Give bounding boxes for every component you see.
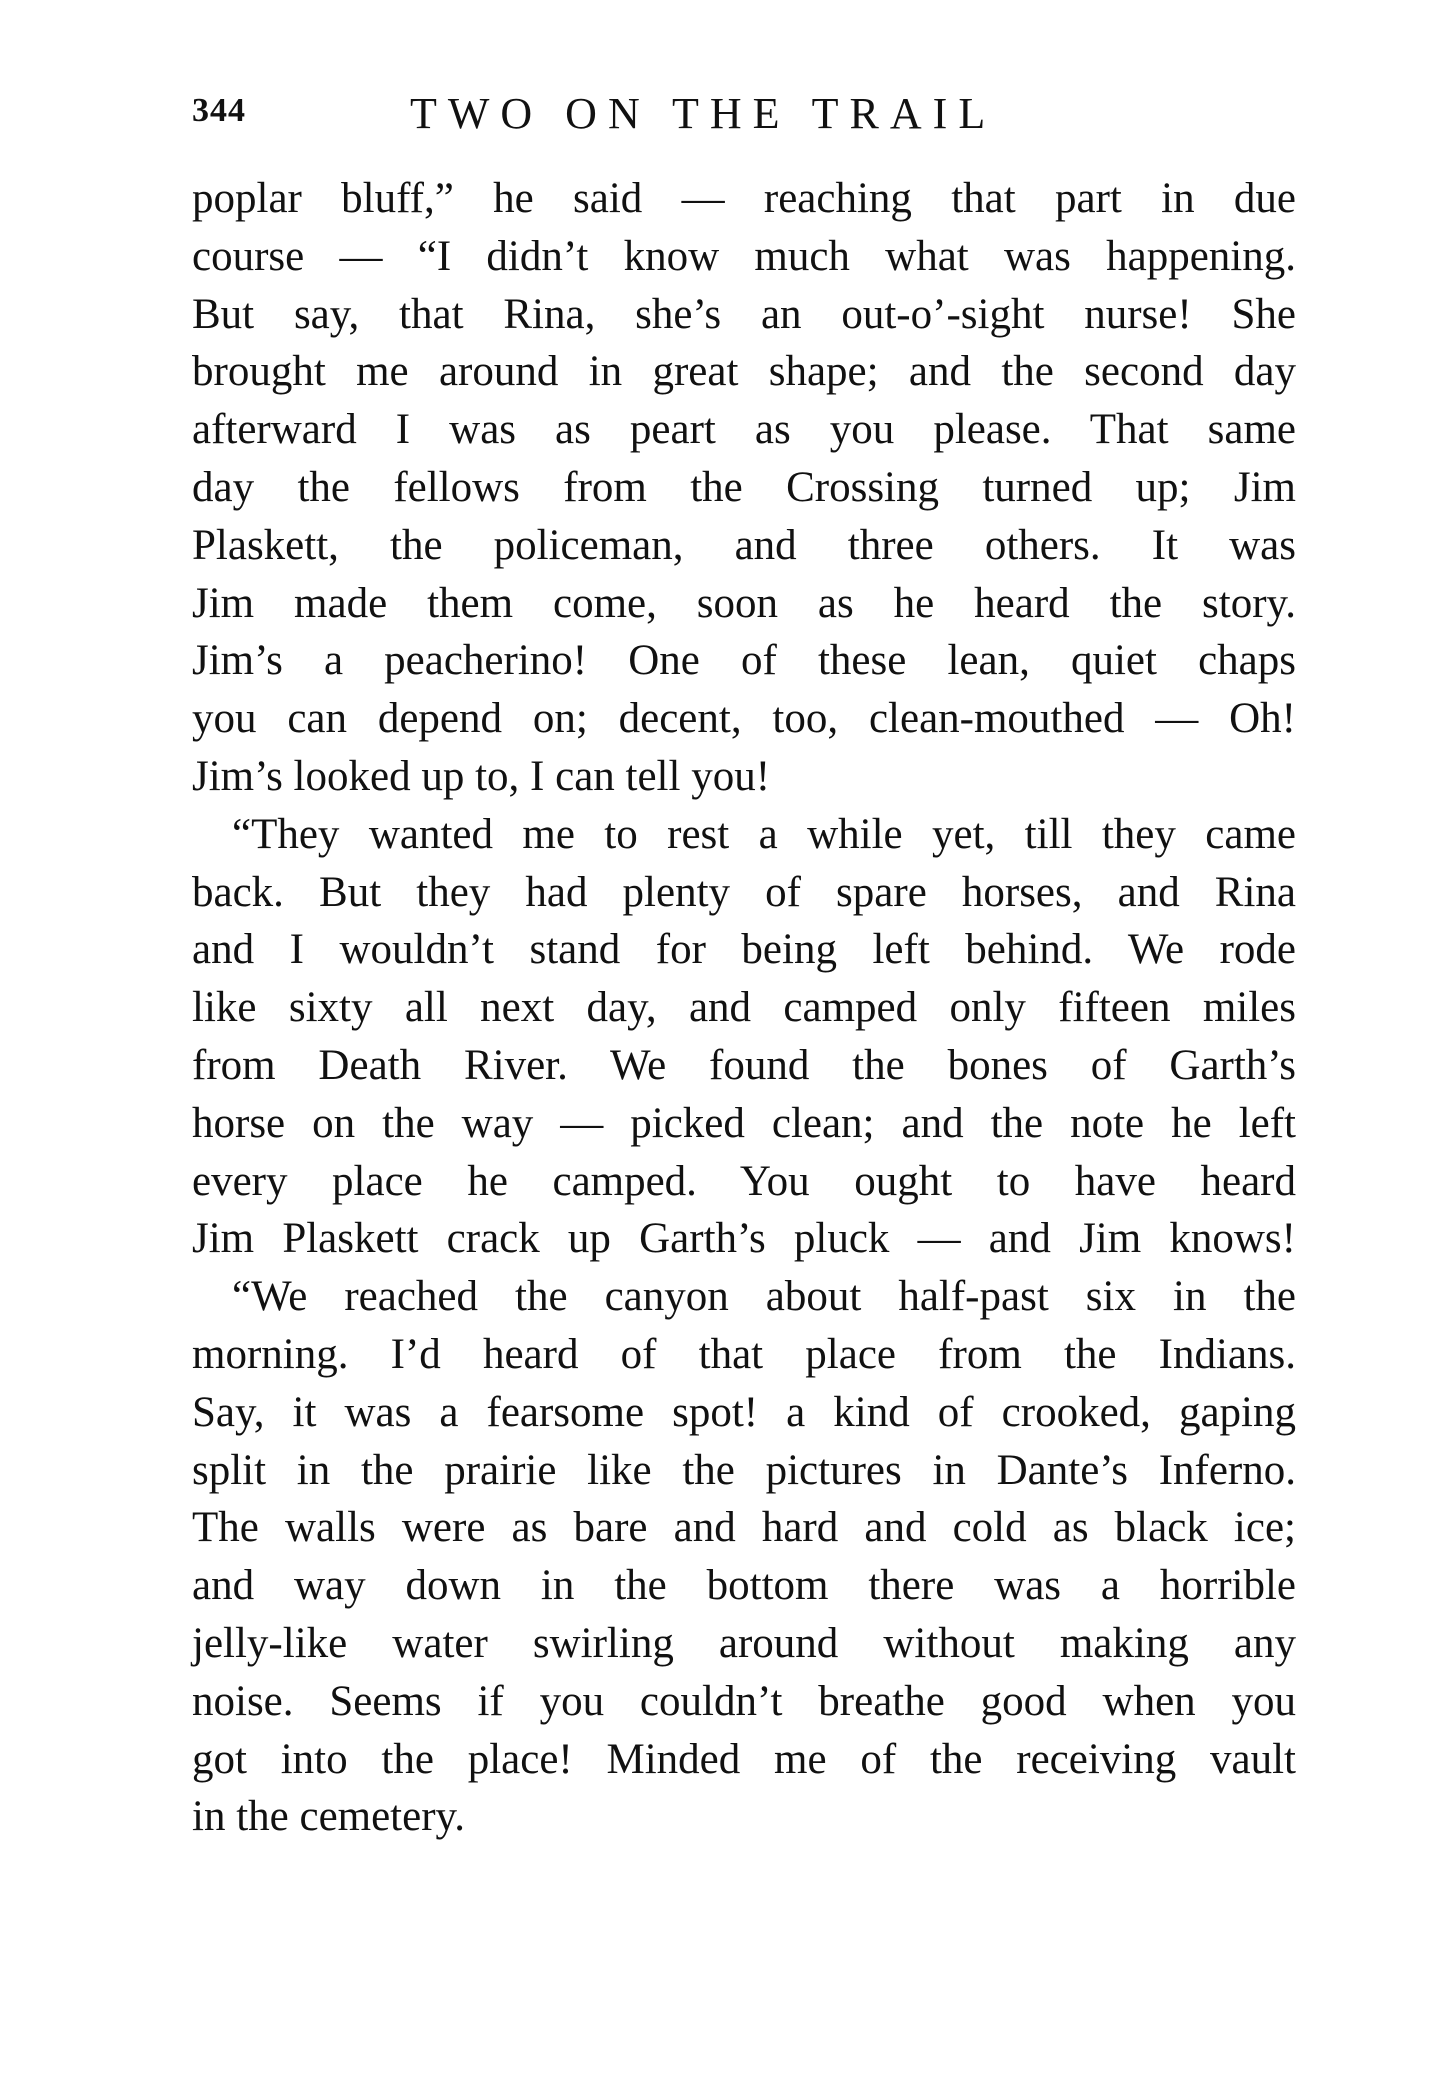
text-line: afterward I was as peart as you please. That same [192, 406, 1296, 454]
text-line: back. But they had plenty of spare horses, and Rina [192, 868, 1296, 916]
text-line: and I wouldn’t stand for being left behind. We rode [192, 926, 1296, 974]
text-line: noise. Seems if you couldn’t breathe good when you [192, 1677, 1296, 1725]
running-head [192, 89, 1296, 142]
text-line: like sixty all next day, and camped only fifteen miles [192, 984, 1296, 1032]
text-line: Jim made them come, soon as he heard the story. [192, 579, 1296, 627]
text-line: and way down in the bottom there was a horrible [192, 1562, 1296, 1610]
text-line: got into the place! Minded me of the receiving vault [192, 1735, 1296, 1783]
text-line: Jim Plaskett crack up Garth’s pluck — and Jim knows! [192, 1215, 1296, 1263]
text-line: “We reached the canyon about half-past six in the [232, 1273, 1296, 1321]
body-text [192, 170, 1296, 1846]
text-line: day the fellows from the Crossing turned up; Jim [192, 463, 1296, 511]
text-line: jelly-like water swirling around without making any [192, 1619, 1296, 1667]
text-line: in the cemetery. [192, 1793, 465, 1841]
text-line: Plaskett, the policeman, and three others. It was [192, 521, 1296, 569]
text-line: course — “I didn’t know much what was happening. [192, 232, 1296, 280]
text-line: morning. I’d heard of that place from the Indians. [192, 1330, 1296, 1378]
text-line: every place he camped. You ought to have heard [192, 1157, 1296, 1205]
text-line: Jim’s looked up to, I can tell you! [192, 752, 771, 800]
text-line: you can depend on; decent, too, clean-mouthed — Oh! [192, 695, 1296, 743]
text-line: “They wanted me to rest a while yet, till they came [232, 810, 1296, 858]
text-line: But say, that Rina, she’s an out-o’-sight nurse! She [192, 290, 1296, 338]
page-number: 344 [192, 92, 246, 129]
text-line: Say, it was a fearsome spot! a kind of crooked, gaping [192, 1388, 1296, 1436]
text-line: poplar bluff,” he said — reaching that part in due [192, 175, 1296, 222]
text-line: split in the prairie like the pictures in Dante’s Inferno. [192, 1446, 1296, 1494]
text-line: brought me around in great shape; and the second day [192, 348, 1296, 396]
text-line: from Death River. We found the bones of Garth’s [192, 1041, 1296, 1089]
running-title: TWO ON THE TRAIL [410, 89, 997, 138]
text-line: The walls were as bare and hard and cold as black ice; [192, 1504, 1296, 1552]
text-line: Jim’s a peacherino! One of these lean, quiet chaps [192, 637, 1296, 685]
text-line: horse on the way — picked clean; and the note he left [192, 1099, 1296, 1147]
